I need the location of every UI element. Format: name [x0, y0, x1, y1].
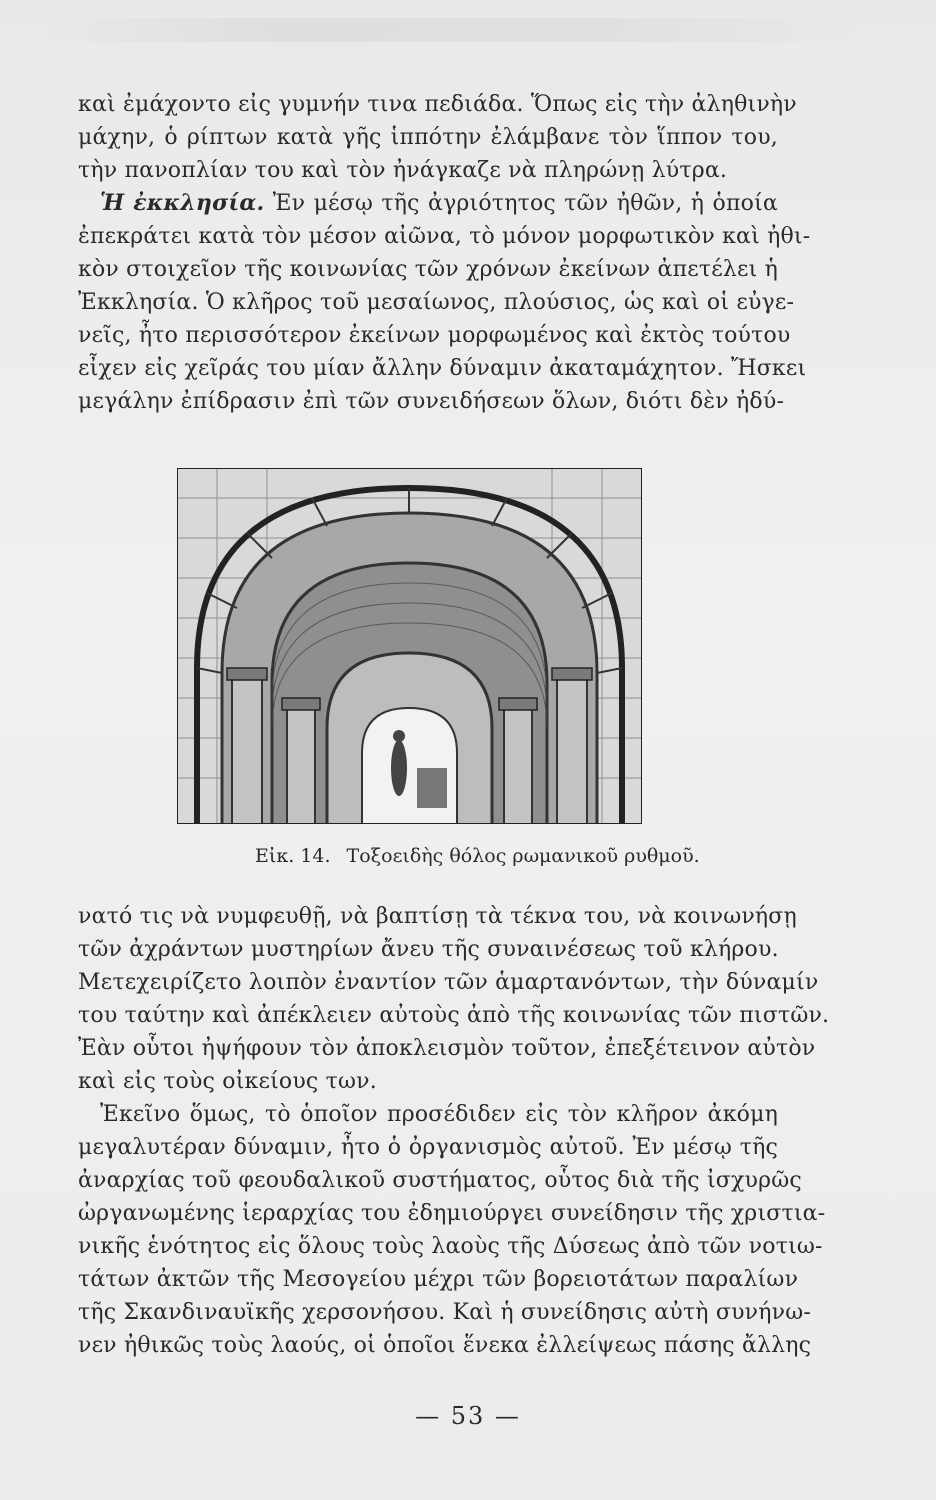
heading-line-text: Ἐν μέσῳ τῆς ἀγριότητος τῶν ἠθῶν, ἡ ὁποία [272, 191, 778, 216]
figure-label: Εἰκ. 14. [255, 845, 331, 867]
text-line: τὴν πανοπλίαν του καὶ τὸν ἠνάγκαζε νὰ πληρώνῃ λύτρα. [78, 158, 728, 183]
text-line: Μετεχειρίζετο λοιπὸν ἐναντίον τῶν ἁμαρτανόντων, τὴν δύναμίν [78, 970, 819, 995]
figure-caption [255, 843, 715, 869]
text-line: καὶ ἐμάχοντο εἰς γυμνήν τινα πεδιάδα. Ὅπως εἰς τὴν ἀληθινὴν [78, 92, 797, 117]
section-heading: Ἡ ἐκκλησία. [100, 190, 265, 216]
bottom-paragraphs [78, 900, 830, 1362]
text-line: τῆς Σκανδιναυϊκῆς χερσονήσου. Καὶ ἡ συνείδησις αὐτὴ συνήνω- [78, 1300, 811, 1325]
text-line: νεν ἠθικῶς τοὺς λαούς, οἱ ὁποῖοι ἕνεκα ἐλλείψεως πάσης ἄλλης [78, 1333, 812, 1358]
text-line: Ἐὰν οὗτοι ἠψήφουν τὸν ἀποκλεισμὸν τοῦτον, ἐπεξέτεινον αὐτὸν [78, 1036, 816, 1061]
text-line: Ἐκεῖνο ὅμως, τὸ ὁποῖον προσέδιδεν εἰς τὸν κλῆρον ἀκόμη [100, 1102, 778, 1127]
text-line: εἶχεν εἰς χεῖράς του μίαν ἄλλην δύναμιν ἀκαταμάχητον. Ἤσκει [78, 356, 807, 381]
top-paragraphs [78, 88, 811, 418]
text-line: καὶ εἰς τοὺς οἰκείους των. [78, 1069, 377, 1094]
text-line: Ἐκκλησία. Ὁ κλῆρος τοῦ μεσαίωνος, πλούσιος, ὡς καὶ οἱ εὐγε- [78, 290, 795, 315]
text-line: μεγάλην ἐπίδρασιν ἐπὶ τῶν συνειδήσεων ὅλων, διότι δὲν ἠδύ- [78, 389, 785, 414]
page-number: — 53 — [415, 1402, 521, 1430]
scan-shadow [40, 18, 860, 42]
text-line: νικῆς ἑνότητος εἰς ὅλους τοὺς λαοὺς τῆς Δύσεως ἀπὸ τῶν νοτιω- [78, 1234, 823, 1259]
text-line: τάτων ἀκτῶν τῆς Μεσογείου μέχρι τῶν βορειοτάτων παραλίων [78, 1267, 799, 1292]
romanesque-vault-engraving [177, 468, 642, 824]
text-line: μάχην, ὁ ρίπτων κατὰ γῆς ἱππότην ἐλάμβανε τὸν ἵππον του, [78, 125, 778, 150]
text-line: ὠργανωμένης ἱεραρχίας του ἐδημιούργει συνείδησιν τῆς χριστια- [78, 1201, 826, 1226]
text-line: τῶν ἀχράντων μυστηρίων ἄνευ τῆς συναινέσεως τοῦ κλήρου. [78, 937, 779, 962]
vault-illustration [177, 468, 642, 824]
text-line: νεῖς, ἦτο περισσότερον ἐκείνων μορφωμένος καὶ ἐκτὸς τούτου [78, 323, 791, 348]
text-line: μεγαλυτέραν δύναμιν, ἦτο ὁ ὀργανισμὸς αὐτοῦ. Ἐν μέσῳ τῆς [78, 1135, 778, 1160]
figure-caption-text: Τοξοειδὴς θόλος ρωμανικοῦ ρυθμοῦ. [346, 845, 700, 867]
text-line: νατό τις νὰ νυμφευθῇ, νὰ βαπτίσῃ τὰ τέκνα του, νὰ κοινωνήσῃ [78, 904, 797, 929]
heading-line [78, 187, 778, 220]
text-line: κὸν στοιχεῖον τῆς κοινωνίας τῶν χρόνων ἐκείνων ἀπετέλει ἡ [78, 257, 778, 282]
text-line: ἀναρχίας τοῦ φεουδαλικοῦ συστήματος, οὗτος διὰ τῆς ἰσχυρῶς [78, 1168, 802, 1193]
text-line: του ταύτην καὶ ἀπέκλειεν αὐτοὺς ἀπὸ τῆς κοινωνίας τῶν πιστῶν. [78, 1003, 830, 1028]
text-line: ἐπεκράτει κατὰ τὸν μέσον αἰῶνα, τὸ μόνον μορφωτικὸν καὶ ἠθι- [78, 224, 811, 249]
